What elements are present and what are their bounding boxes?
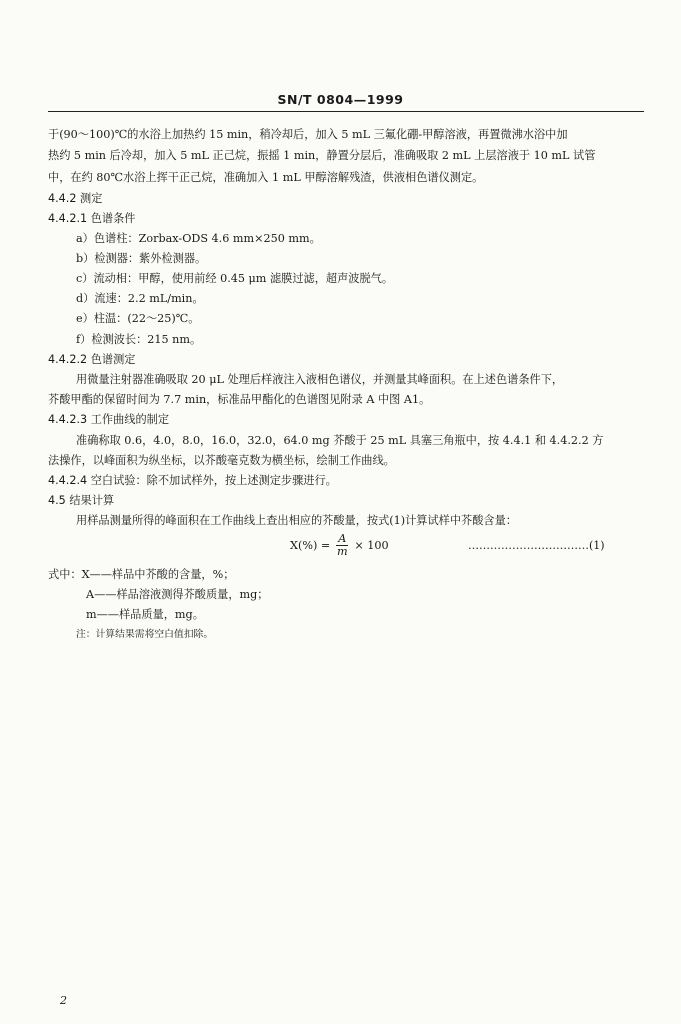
- equation-numerator: A: [338, 532, 347, 545]
- paragraph-line: 热约 5 min 后冷却，加入 5 mL 正己烷，振摇 1 min，静置分层后，准确吸取 2 mL 上层溶液于 10 mL 试管: [48, 149, 596, 162]
- equation-denominator: m: [337, 545, 348, 558]
- header-rule: [48, 111, 644, 112]
- note: 注：计算结果需将空白值扣除。: [76, 629, 214, 640]
- paragraph-line: 芥酸甲酯的保留时间为 7.7 min，标准品甲酯化的色谱图见附录 A 中图 A1。: [48, 393, 431, 406]
- paragraph-line: 中，在约 80℃水浴上挥干正己烷，准确加入 1 mL 甲醇溶解残渣，供液相色谱仪测定。: [48, 171, 484, 184]
- condition-c: c）流动相：甲醇，使用前经 0.45 μm 滤膜过滤，超声波脱气。: [76, 272, 394, 285]
- where-x: 式中：X——样品中芥酸的含量，%；: [48, 568, 235, 581]
- condition-a: a）色谱柱：Zorbax-ODS 4.6 mm×250 mm。: [76, 232, 321, 245]
- condition-d: d）流速：2.2 mL/min。: [76, 292, 204, 305]
- condition-b: b）检测器：紫外检测器。: [76, 252, 207, 265]
- paragraph-line: 用样品测量所得的峰面积在工作曲线上查出相应的芥酸量，按式(1)计算试样中芥酸含量：: [76, 514, 517, 527]
- where-m: m——样品质量，mg。: [86, 608, 204, 621]
- section-heading-4-5: 4.5 结果计算: [48, 494, 115, 507]
- section-heading-4-4-2-2: 4.4.2.2 色谱测定: [48, 353, 136, 366]
- section-heading-4-4-2-3: 4.4.2.3 工作曲线的制定: [48, 413, 170, 426]
- paragraph-line: 用微量注射器准确吸取 20 μL 处理后样液注入液相色谱仪，并测量其峰面积。在上述色谱条件下，: [76, 373, 564, 386]
- equation-fraction: [336, 533, 348, 558]
- page-header: SN/T 0804—1999: [277, 92, 404, 107]
- condition-e: e）柱温：(22～25)℃。: [76, 312, 200, 325]
- equation-rhs: × 100: [354, 539, 389, 552]
- equation-number: ……………………………(1): [468, 539, 605, 552]
- page-number: 2: [60, 994, 67, 1007]
- section-heading-4-4-2: 4.4.2 测定: [48, 192, 103, 205]
- equation-lhs: X(%) =: [290, 539, 331, 552]
- section-heading-4-4-2-1: 4.4.2.1 色谱条件: [48, 212, 136, 225]
- paragraph-line: 于(90～100)℃的水浴上加热约 15 min，稍冷却后，加入 5 mL 三氟化硼-甲醇溶液，再置微沸水浴中加: [48, 128, 568, 141]
- paragraph-line: 法操作，以峰面积为纵坐标，以芥酸毫克数为横坐标，绘制工作曲线。: [48, 454, 395, 467]
- where-a: A——样品溶液测得芥酸质量，mg；: [86, 588, 269, 601]
- section-heading-4-4-2-4: 4.4.2.4 空白试验：除不加试样外，按上述测定步骤进行。: [48, 474, 337, 487]
- condition-f: f）检测波长：215 nm。: [76, 333, 202, 346]
- paragraph-line: 准确称取 0.6，4.0，8.0，16.0，32.0，64.0 mg 芥酸于 25 mL 具塞三角瓶中，按 4.4.1 和 4.4.2.2 方: [76, 434, 604, 447]
- equation-1: [290, 533, 389, 558]
